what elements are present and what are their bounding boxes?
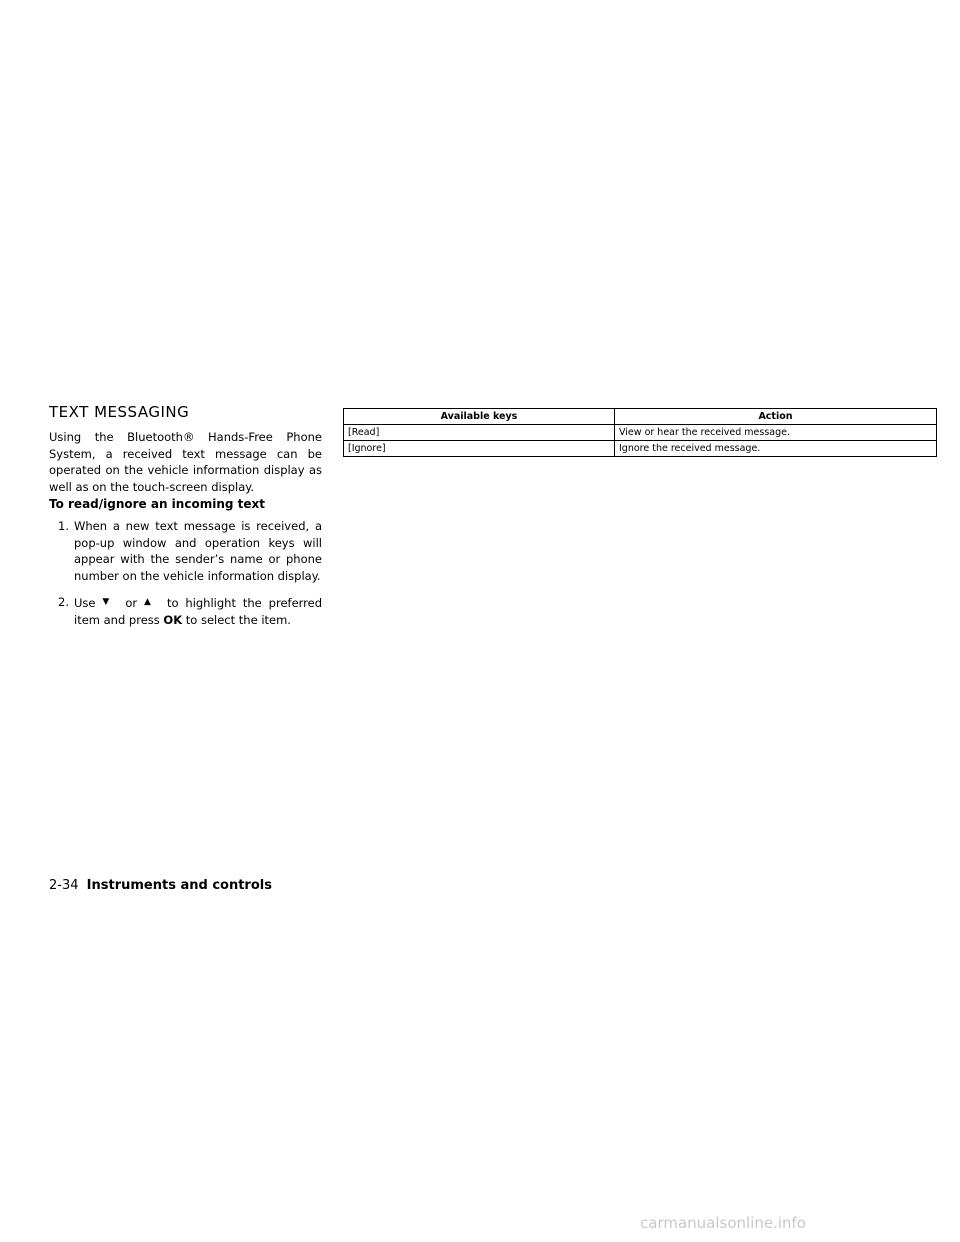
table-cell-key: [Ignore] xyxy=(344,441,615,457)
keys-table xyxy=(343,408,937,457)
table-cell-action: View or hear the received message. xyxy=(615,425,937,441)
table-cell-key: [Read] xyxy=(344,425,615,441)
subheading: To read/ignore an incoming text xyxy=(49,497,265,511)
page-number: 2-34 xyxy=(49,878,79,893)
table-header-row xyxy=(344,409,937,425)
step-suffix: to select the item. xyxy=(185,612,291,627)
page-footer xyxy=(49,878,272,893)
up-arrow-icon: ▲ xyxy=(144,597,151,607)
step-text xyxy=(74,594,322,628)
down-arrow-icon: ▼ xyxy=(102,597,110,607)
header-available-keys: Available keys xyxy=(344,409,615,425)
intro-paragraph: Using the Bluetooth® Hands-Free Phone System, a received text message can be operated on the vehicle information display as well as on the touch-screen display. xyxy=(49,430,322,494)
table-cell-action: Ignore the received message. xyxy=(615,441,937,457)
ok-key-label: OK xyxy=(163,612,183,627)
table-row xyxy=(344,425,937,441)
step-number: 2. xyxy=(58,595,69,609)
step-number: 1. xyxy=(58,519,69,533)
chapter-title: Instruments and controls xyxy=(86,878,272,893)
section-title: TEXT MESSAGING xyxy=(49,403,190,421)
step-item xyxy=(49,518,322,584)
watermark: carmanualsonline.info xyxy=(640,1214,806,1232)
step-middle: to highlight the preferred item and press xyxy=(74,596,323,627)
step-or: or xyxy=(125,596,138,610)
header-action: Action xyxy=(615,409,937,425)
steps-list xyxy=(49,518,322,638)
step-text: When a new text message is received, a pop-up window and operation keys will appear with the sender’s name or phone number on the vehicle information display. xyxy=(74,519,322,583)
step-prefix: Use xyxy=(74,596,96,610)
table-row xyxy=(344,441,937,457)
step-item xyxy=(49,594,322,628)
